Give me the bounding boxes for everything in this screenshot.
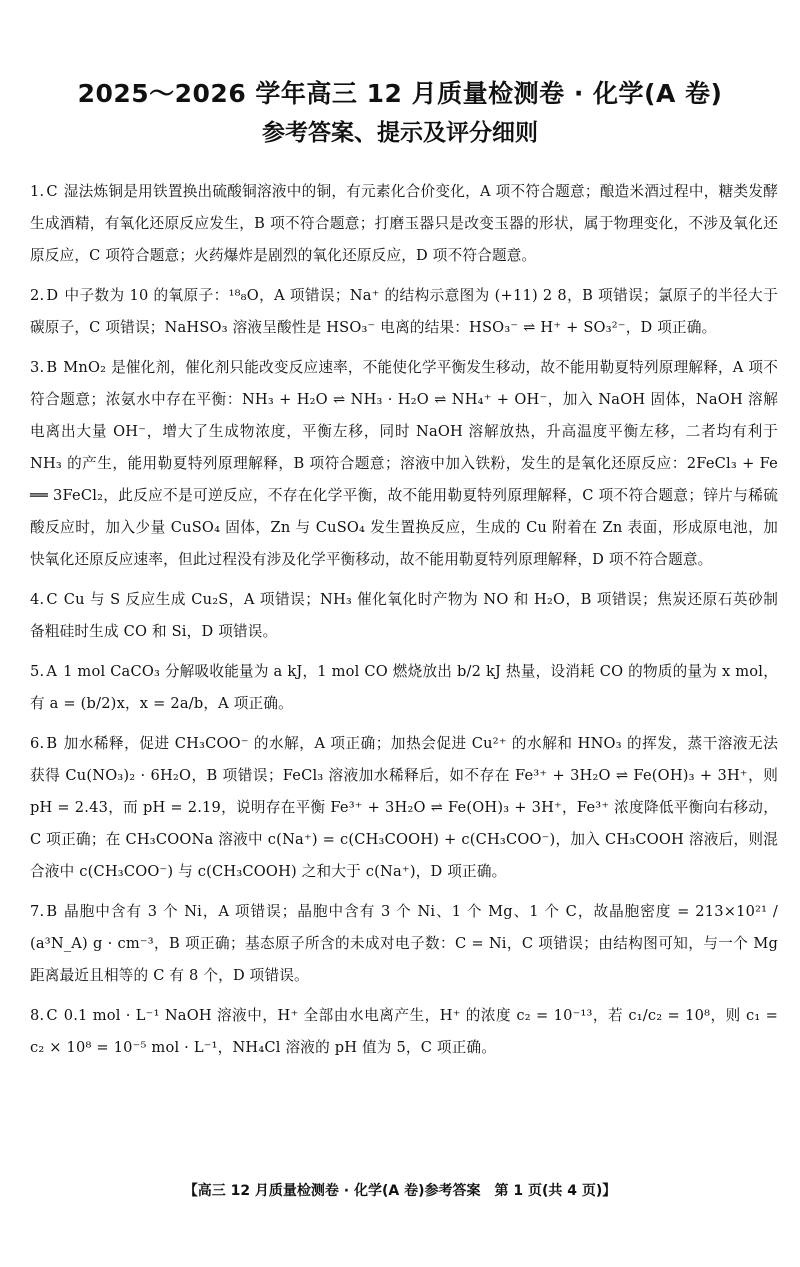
item-explanation: 湿法炼铜是用铁置换出硫酸铜溶液中的铜，有元素化合价变化，A 项不符合题意；酿造米酒过程中，糖类发酵生成酒精，有氧化还原反应发生，B 项不符合题意；打磨玉器只是改变玉器的形状，属于物理变化，不涉及氧化还原反应，C 项符合题意；火药爆炸是剧烈的氧化还原反应，D 项不符合题意。 [30, 183, 778, 264]
item-answer: B [46, 359, 58, 376]
item-answer: D [46, 287, 59, 304]
item-number: 4. [30, 591, 45, 608]
answer-list [30, 176, 778, 1072]
item-explanation: 0.1 mol · L⁻¹ NaOH 溶液中，H⁺ 全部由水电离产生，H⁺ 的浓度 c₂ = 10⁻¹³，若 c₁/c₂ = 10⁸，则 c₁ = c₂ × 10⁸ = 10⁻⁵ mol · L⁻¹，NH₄Cl 溶液的 pH 值为 5，C 项正确。 [30, 1007, 778, 1056]
answer-item-1 [30, 176, 778, 272]
answer-item-4 [30, 584, 778, 648]
item-number: 6. [30, 735, 45, 752]
item-answer: C [46, 1007, 58, 1024]
item-answer: B [46, 735, 58, 752]
answer-item-2 [30, 280, 778, 344]
item-explanation: 中子数为 10 的氧原子：¹⁸₈O，A 项错误；Na⁺ 的结构示意图为 (+11) 2 8，B 项错误；氯原子的半径大于碳原子，C 项错误；NaHSO₃ 溶液呈酸性是 HSO₃⁻ 电离的结果：HSO₃⁻ ⇌ H⁺ + SO₃²⁻，D 项正确。 [30, 287, 778, 336]
answer-item-6 [30, 728, 778, 888]
item-answer: B [46, 903, 58, 920]
item-number: 1. [30, 183, 45, 200]
item-number: 7. [30, 903, 45, 920]
answer-item-7 [30, 896, 778, 992]
item-number: 2. [30, 287, 45, 304]
item-number: 8. [30, 1007, 45, 1024]
item-explanation: MnO₂ 是催化剂，催化剂只能改变反应速率，不能使化学平衡发生移动，故不能用勒夏特列原理解释，A 项不符合题意；浓氨水中存在平衡：NH₃ + H₂O ⇌ NH₃ · H₂O ⇌ NH₄⁺ + OH⁻，加入 NaOH 固体，NaOH 溶解电离出大量 OH⁻，增大了生成物浓度，平衡左移，同时 NaOH 溶解放热，升高温度平衡左移，二者均有利于 NH₃ 的产生，能用勒夏特列原理解释，B 项符合题意；溶液中加入铁粉，发生的是氧化还原反应：2FeCl₃ + Fe ══ 3FeCl₂，此反应不是可逆反应，不存在化学平衡，故不能用勒夏特列原理解释，C 项不符合题意；锌片与稀硫酸反应时，加入少量 CuSO₄ 固体，Zn 与 CuSO₄ 发生置换反应，生成的 Cu 附着在 Zn 表面，形成原电池，加快氧化还原反应速率，但此过程没有涉及化学平衡移动，故不能用勒夏特列原理解释，D 项不符合题意。 [30, 359, 778, 568]
item-number: 3. [30, 359, 45, 376]
answer-item-8 [30, 1000, 778, 1064]
page-title: 2025～2026 学年高三 12 月质量检测卷 · 化学(A 卷) [77, 79, 723, 108]
page-subtitle: 参考答案、提示及评分细则 [262, 120, 538, 146]
item-answer: C [46, 591, 58, 608]
item-explanation: 加水稀释，促进 CH₃COO⁻ 的水解，A 项正确；加热会促进 Cu²⁺ 的水解和 HNO₃ 的挥发，蒸干溶液无法获得 Cu(NO₃)₂ · 6H₂O，B 项错误；FeCl₃ 溶液加水稀释后，如不存在 Fe³⁺ + 3H₂O ⇌ Fe(OH)₃ + 3H⁺，则 pH = 2.43，而 pH = 2.19，说明存在平衡 Fe³⁺ + 3H₂O ⇌ Fe(OH)₃ + 3H⁺，Fe³⁺ 浓度降低平衡向右移动，C 项正确；在 CH₃COONa 溶液中 c(Na⁺) = c(CH₃COOH) + c(CH₃COO⁻)，加入 CH₃COOH 溶液后，则混合液中 c(CH₃COO⁻) 与 c(CH₃COOH) 之和大于 c(Na⁺)，D 项正确。 [30, 735, 778, 880]
item-answer: C [46, 183, 58, 200]
page-footer: 【高三 12 月质量检测卷 · 化学(A 卷)参考答案 第 1 页(共 4 页)】 [183, 1183, 617, 1199]
item-answer: A [46, 663, 58, 680]
item-explanation: 1 mol CaCO₃ 分解吸收能量为 a kJ，1 mol CO 燃烧放出 b/2 kJ 热量，设消耗 CO 的物质的量为 x mol，有 a = (b/2)x，x = 2a/b，A 项正确。 [30, 663, 778, 712]
item-explanation: 晶胞中含有 3 个 Ni，A 项错误；晶胞中含有 3 个 Ni、1 个 Mg、1 个 C，故晶胞密度 = 213×10²¹ / (a³N_A) g · cm⁻³，B 项正确；基态原子所含的未成对电子数：C = Ni，C 项错误；由结构图可知，与一个 Mg 距离最近且相等的 C 有 8 个，D 项错误。 [30, 903, 778, 984]
answer-item-5 [30, 656, 778, 720]
item-number: 5. [30, 663, 45, 680]
item-explanation: Cu 与 S 反应生成 Cu₂S，A 项错误；NH₃ 催化氧化时产物为 NO 和 H₂O，B 项错误；焦炭还原石英砂制备粗硅时生成 CO 和 Si，D 项错误。 [30, 591, 778, 640]
answer-item-3 [30, 352, 778, 576]
